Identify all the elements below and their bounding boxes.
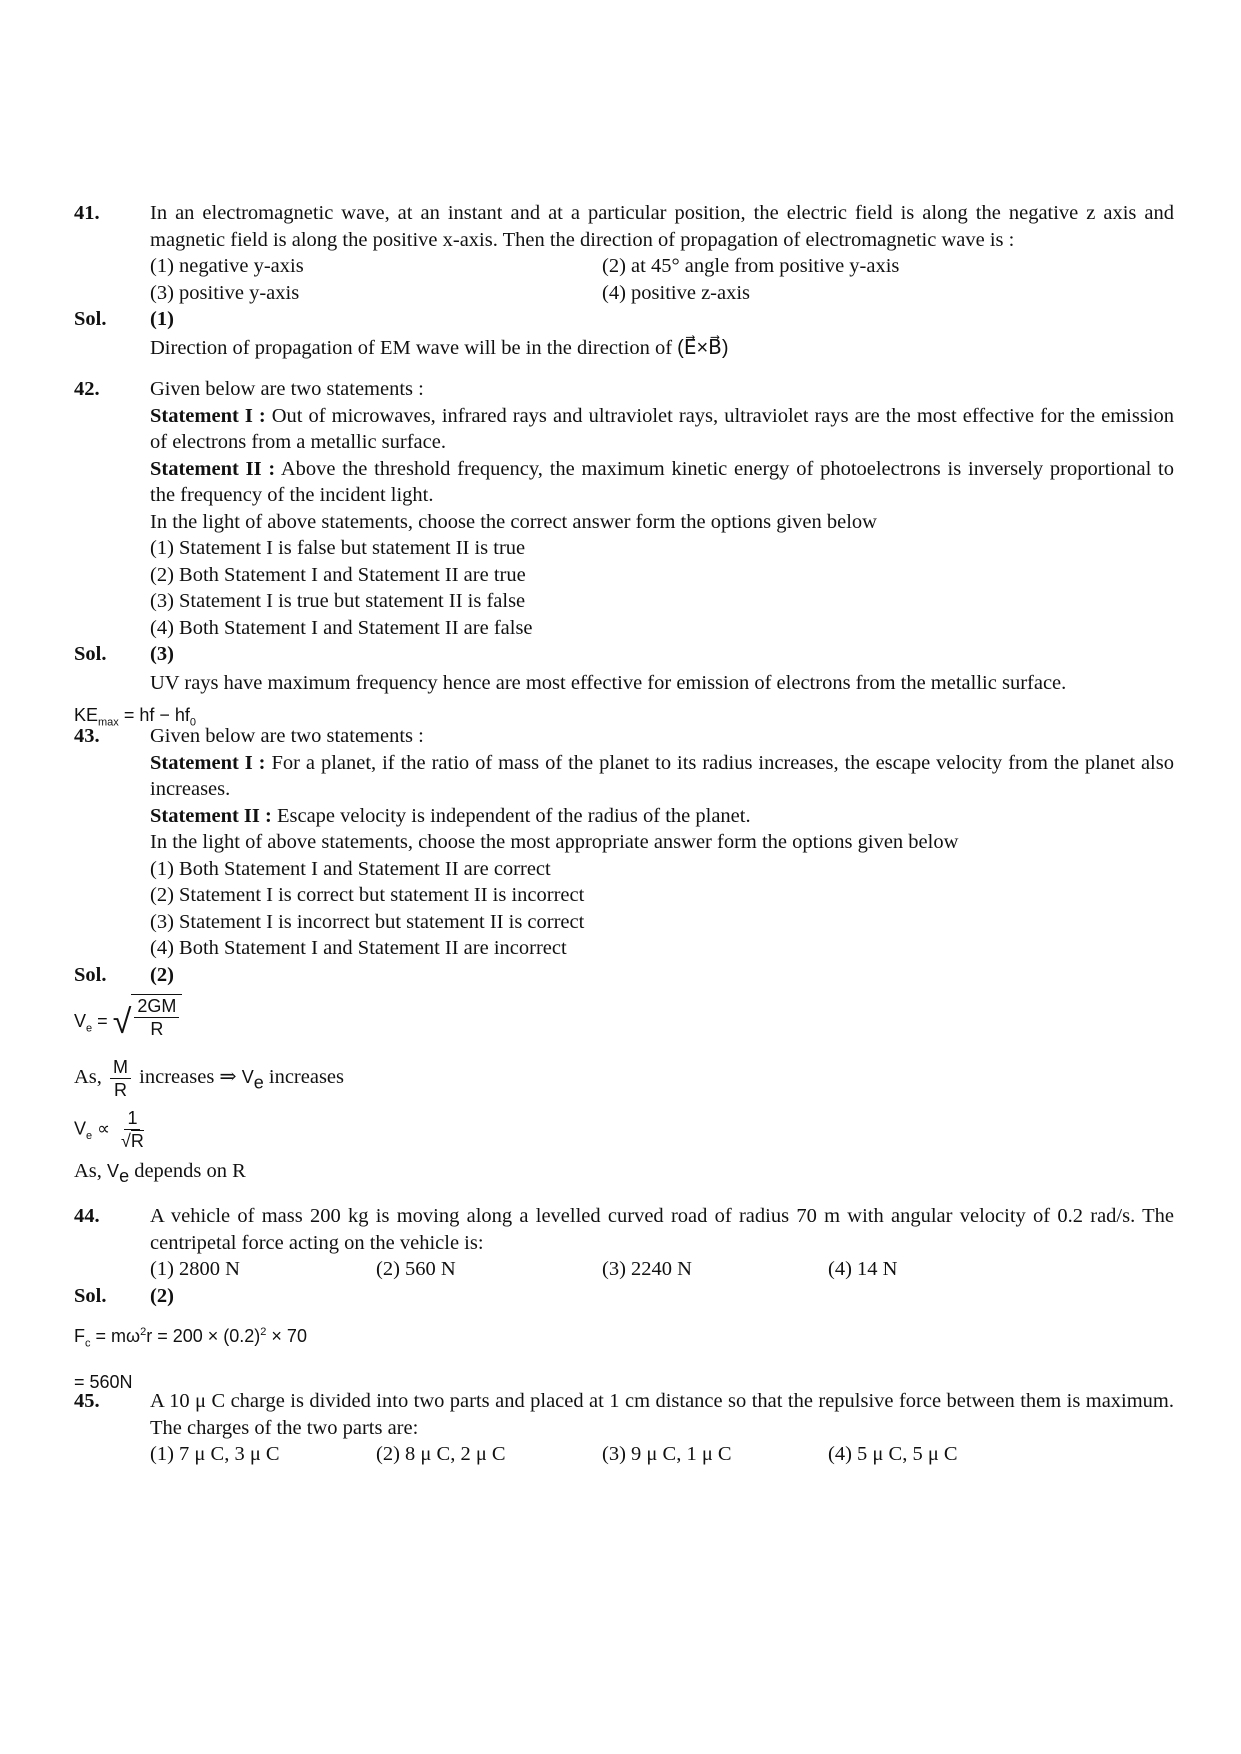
formula-sub: max <box>98 716 119 729</box>
formula-part: V <box>241 1067 254 1088</box>
denominator: R <box>150 1019 164 1039</box>
option: (2) 8 μ C, 2 μ C <box>376 1443 506 1465</box>
proportionality-formula <box>74 1107 1174 1152</box>
question-45 <box>74 1388 1174 1468</box>
option: (4) positive z-axis <box>602 281 751 304</box>
solution <box>74 962 1174 1190</box>
question-text: A 10 μ C charge is divided into two parts and placed at 1 cm distance so that the repulsive force between them is maximum. The charges of the two parts are: <box>150 1390 1174 1439</box>
escape-velocity-formula <box>74 994 1174 1050</box>
question-41 <box>74 200 1174 361</box>
option: (1) negative y-axis <box>150 255 304 277</box>
formula-sup: 2 <box>140 1326 147 1338</box>
formula-part: r = 200 × (0.2) <box>146 1326 261 1346</box>
option: (4) 14 N <box>828 1258 898 1280</box>
radicand: R <box>130 1131 144 1151</box>
sol-text: UV rays have maximum frequency hence are most effective for emission of electrons from the metallic surface. <box>150 671 1067 694</box>
option: (3) 9 μ C, 1 μ C <box>602 1443 732 1465</box>
numerator: M <box>110 1056 131 1079</box>
sol-answer: (2) <box>150 1284 174 1307</box>
formula-sub: e <box>119 1166 130 1187</box>
formula-part: KE <box>74 705 99 725</box>
statement-label: Statement I : <box>150 404 266 427</box>
option: (1) Statement I is false but statement II is true <box>150 537 526 559</box>
question-intro: Given below are two statements : <box>150 378 424 400</box>
ratio-line <box>74 1056 1174 1101</box>
text: increases ⇒ <box>139 1066 237 1089</box>
denominator: √R <box>121 1131 144 1151</box>
option: (1) Both Statement I and Statement II are correct <box>150 857 551 880</box>
solution <box>74 306 1174 361</box>
option: (3) 2240 N <box>602 1258 692 1280</box>
radical-sign: √ <box>112 1003 132 1041</box>
options-row <box>150 280 1174 307</box>
text: As, <box>74 1066 102 1089</box>
formula-sub: c <box>85 1337 91 1350</box>
formula-sub: e <box>86 1129 93 1142</box>
cross-product-expression: (E⃗×B⃗) <box>677 336 729 359</box>
text: depends on R <box>134 1160 246 1182</box>
statement-label: Statement II : <box>150 457 276 480</box>
option: (2) Statement I is correct but statement II is incorrect <box>150 884 585 906</box>
statement-1 <box>150 403 1174 456</box>
question-intro: Given below are two statements : <box>150 725 424 747</box>
text: As, <box>74 1160 102 1182</box>
sol-text <box>150 335 1174 362</box>
question-42 <box>74 376 1174 742</box>
centripetal-force-result: = 560N <box>74 1372 133 1393</box>
question-44 <box>74 1203 1174 1402</box>
fraction <box>118 1107 147 1152</box>
formula-part: ∝ <box>97 1118 111 1139</box>
solution <box>74 1283 1174 1396</box>
option: (2) 560 N <box>376 1258 456 1280</box>
formula-part: V <box>74 1010 87 1031</box>
question-number: 45. <box>74 1390 100 1412</box>
option: (4) Both Statement I and Statement II are incorrect <box>150 937 567 959</box>
formula-part: F <box>74 1326 85 1346</box>
formula-part: = mω <box>95 1326 141 1346</box>
question-prompt: In the light of above statements, choose the correct answer form the options given below <box>150 510 877 533</box>
statement-text: For a planet, if the ratio of mass of the planet to its radius increases, the escape velocity from the planet also increases. <box>150 751 1174 800</box>
solution <box>74 641 1174 736</box>
question-43 <box>74 723 1174 1196</box>
formula-part: V <box>74 1118 87 1139</box>
question-number: 41. <box>74 202 100 224</box>
options-row <box>150 253 1174 280</box>
sol-label: Sol. <box>74 643 107 665</box>
options-row <box>150 1256 1174 1283</box>
sol-answer: (3) <box>150 643 174 665</box>
option: (2) at 45° angle from positive y-axis <box>602 255 900 277</box>
question-text: A vehicle of mass 200 kg is moving along a levelled curved road of radius 70 m with angular velocity of 0.2 rad/s. The centripetal force acting on the vehicle is: <box>150 1205 1174 1254</box>
statement-2 <box>150 456 1174 509</box>
radicand <box>131 994 182 1050</box>
fraction <box>134 995 179 1040</box>
statement-text: Above the threshold frequency, the maximum kinetic energy of photoelectrons is inversely proportional to the frequency of the incident light. <box>150 457 1175 506</box>
fraction <box>110 1056 131 1101</box>
formula-part: = hf − hf <box>123 705 190 725</box>
statement-text: Out of microwaves, infrared rays and ultraviolet rays, ultraviolet rays are the most effective for the emission of electrons from a metallic surface. <box>150 404 1174 453</box>
question-number: 42. <box>74 378 100 400</box>
statement-label: Statement II : <box>150 804 272 827</box>
sol-label: Sol. <box>74 963 107 986</box>
centripetal-force-formula <box>74 1319 1174 1357</box>
sol-sentence: Direction of propagation of EM wave will be in the direction of <box>150 336 673 359</box>
text: increases <box>268 1066 345 1089</box>
formula-sub: e <box>253 1072 264 1093</box>
sol-answer: (2) <box>150 963 174 986</box>
formula-part: × 70 <box>271 1326 307 1346</box>
statement-2 <box>150 803 1174 830</box>
option: (4) Both Statement I and Statement II are false <box>150 616 533 639</box>
option: (3) Statement I is incorrect but statement II is correct <box>150 910 585 933</box>
formula-part: = <box>97 1010 108 1031</box>
formula-sub: 0 <box>189 716 196 729</box>
option: (3) positive y-axis <box>150 281 300 304</box>
question-number: 43. <box>74 725 100 747</box>
numerator: 1 <box>124 1107 140 1130</box>
statement-1 <box>150 750 1174 803</box>
formula-sub: e <box>86 1022 93 1035</box>
option: (2) Both Statement I and Statement II are true <box>150 563 526 586</box>
numerator: 2GM <box>134 995 179 1018</box>
square-root <box>113 994 183 1050</box>
options-row <box>150 1441 1174 1468</box>
question-text: In an electromagnetic wave, at an instant and at a particular position, the electric field is along the negative z axis and magnetic field is along the positive x-axis. Then the direction of propagation of electromagnetic wave is : <box>150 202 1174 251</box>
sol-label: Sol. <box>74 1284 107 1307</box>
formula-part: V <box>107 1161 120 1181</box>
sol-answer: (1) <box>150 308 174 330</box>
formula-sup: 2 <box>260 1326 267 1338</box>
question-number: 44. <box>74 1205 100 1227</box>
option: (3) Statement I is true but statement II is false <box>150 590 526 612</box>
statement-label: Statement I : <box>150 751 266 774</box>
option: (1) 7 μ C, 3 μ C <box>150 1443 280 1465</box>
denominator: R <box>114 1080 128 1100</box>
question-prompt: In the light of above statements, choose the most appropriate answer form the options given below <box>150 831 959 853</box>
statement-text: Escape velocity is independent of the radius of the planet. <box>276 804 751 827</box>
conclusion-line <box>74 1158 1174 1190</box>
option: (4) 5 μ C, 5 μ C <box>828 1443 958 1465</box>
sol-label: Sol. <box>74 308 107 330</box>
option: (1) 2800 N <box>150 1258 240 1280</box>
